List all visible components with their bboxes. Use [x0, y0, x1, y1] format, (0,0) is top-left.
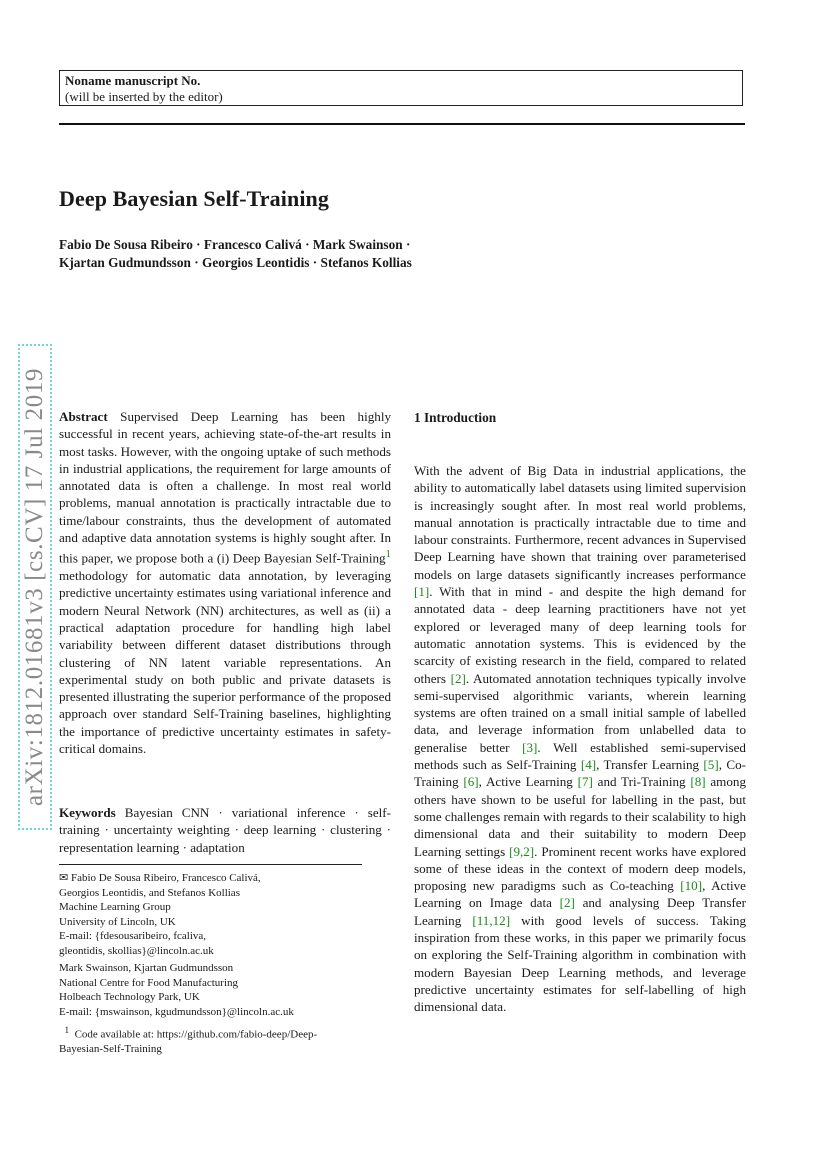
- abstract-text: Supervised Deep Learning has been highly successful in recent years, achieving state-of-the-art results in most tasks. However, with the ongoing uptake of such methods in industrial applications, the requirement for large amounts of annotated data is often a challenge. In most real world problems, manual annotation is practically intractable due to time/labour constraints, thus the development of automated and adaptive data annotation systems is highly sought after. In this paper, we propose both a (i) Deep Bayesian Self-Training: [59, 409, 392, 566]
- footnote-line-1: Code available at: https://github.com/fabio-deep/Deep-: [74, 1028, 318, 1041]
- header-rule: [59, 123, 745, 125]
- citation-link[interactable]: [2]: [450, 670, 466, 686]
- affiliation-lincoln: [59, 871, 399, 959]
- abstract: [59, 408, 391, 757]
- intro-text: , Transfer Learning: [596, 757, 704, 773]
- affil-line: Mark Swainson, Kjartan Gudmundsson: [59, 962, 234, 974]
- keywords-label: Keywords: [59, 805, 116, 820]
- citation-link[interactable]: [10]: [680, 878, 703, 894]
- citation-link[interactable]: [8]: [690, 774, 706, 790]
- manuscript-note: (will be inserted by the editor): [65, 89, 223, 104]
- intro-text: . Automated annotation techniques typically involve semi-supervised algorithmic variants, wherein learning systems are often trained on a small initial sample of labelled data, and leverage information from unlabelled data to generalise better: [414, 670, 746, 755]
- paper-title: Deep Bayesian Self-Training: [59, 186, 329, 211]
- intro-text: , Active Learning on Image data: [414, 878, 746, 911]
- affil-line: Georgios Leontidis, and Stefanos Kollias: [59, 886, 240, 899]
- affil-line: University of Lincoln, UK: [59, 915, 176, 928]
- keywords-text: Bayesian CNN · variational inference · self-training · uncertainty weighting · deep learning · clustering · representation learning · adaptation: [59, 805, 391, 855]
- intro-text: and Tri-Training: [592, 774, 691, 790]
- affil-line: National Centre for Food Manufacturing: [59, 976, 239, 989]
- section-heading-introduction: 1 Introduction: [414, 410, 497, 425]
- intro-text: with good levels of success. Taking inspiration from these works, in this paper we primarily focus on exploring the Self-Training algorithm in combination with modern Bayesian Deep Learning methods, and leverage predictive uncertainty estimates for self-labelling of high dimensional data.: [414, 912, 746, 1015]
- authors-line-2: Kjartan Gudmundsson · Georgios Leontidis · Stefanos Kollias: [59, 255, 412, 270]
- affil-email: E-mail: {mswainson, kgudmundsson}@lincoln.ac.uk: [59, 1005, 294, 1018]
- footnote-mark: 1: [64, 1025, 70, 1035]
- footnote-link[interactable]: 1: [385, 548, 391, 561]
- citation-link[interactable]: [9,2]: [509, 843, 535, 859]
- footnote-separator: [59, 864, 362, 865]
- manuscript-label: Noname manuscript No.: [65, 73, 201, 88]
- manuscript-header-box: [59, 70, 743, 106]
- intro-text: With the advent of Big Data in industrial applications, the ability to automatically label datasets using limited supervision is increasingly sought after. In most real world problems, manual annotation is practically intractable due to time and labour constraints. Furthermore, recent advances in Supervised Deep Learning have shown that training over parameterised models on large datasets significantly increases performance: [414, 463, 746, 582]
- introduction-body: [414, 462, 746, 1016]
- citation-link[interactable]: [1]: [414, 584, 430, 600]
- citation-link[interactable]: [4]: [580, 757, 597, 773]
- citation-link[interactable]: [2]: [559, 895, 575, 911]
- intro-text: , Co-Training: [414, 757, 746, 790]
- affil-line: Machine Learning Group: [59, 901, 171, 914]
- keywords: [59, 804, 391, 856]
- abstract-label: Abstract: [59, 409, 108, 424]
- intro-text: . Prominent recent works have explored some of these ideas in the context of modern deep models, proposing new paradigms such as Co-teaching: [414, 843, 746, 894]
- affil-line: Holbeach Technology Park, UK: [59, 991, 200, 1004]
- arxiv-stamp-text: arXiv:1812.01681v3 [cs.CV] 17 Jul 2019: [21, 367, 48, 807]
- footnote-line-2: Bayesian-Self-Training: [59, 1043, 162, 1056]
- citation-link[interactable]: [6]: [463, 774, 479, 790]
- intro-text: . Well established semi-supervised methods such as Self-Training: [414, 739, 746, 773]
- authors-line-1: Fabio De Sousa Ribeiro · Francesco Calivá · Mark Swainson ·: [59, 237, 411, 252]
- affil-email: gleontidis, skollias}@lincoln.ac.uk: [59, 944, 214, 957]
- affiliation-ncfm: [59, 961, 399, 1019]
- citation-link[interactable]: [11,12]: [472, 912, 511, 928]
- citation-link[interactable]: [5]: [703, 757, 719, 773]
- intro-text: and analysing Deep Transfer Learning: [414, 895, 746, 928]
- citation-link[interactable]: [7]: [577, 774, 593, 790]
- citation-link[interactable]: [3]: [522, 739, 538, 755]
- affil-line: ✉ Fabio De Sousa Ribeiro, Francesco Calivá,: [59, 872, 261, 884]
- intro-text: among others have shown to be useful for labelling in the past, but some challenges remain with regards to their scalability to high dimensional data and their suitability to modern Deep Learning settings: [414, 774, 746, 859]
- abstract-text-continued: methodology for automatic data annotation, by leveraging predictive uncertainty estimates using variational inference and modern Neural Network (NN) architectures, as well as (ii) a practical adaptation procedure for handling high label variability between different dataset distributions through clustering of NN latent variable representations. An experimental study on both public and private datasets is presented illustrating the superior performance of the proposed approach over standard Self-Training baselines, highlighting the importance of predictive uncertainty estimates in safety-critical domains.: [59, 568, 391, 756]
- intro-text: , Active Learning: [478, 774, 578, 790]
- arxiv-stamp[interactable]: [18, 344, 52, 830]
- footnote: [59, 1023, 399, 1057]
- author-list: [59, 236, 759, 272]
- intro-text: . With that in mind - and despite the high demand for annotated data - deep learning practitioners have not yet explored or leveraged many of deep learning tools for automatic annotation systems. This is evidenced by the scarcity of existing research in the field, compared to related others: [414, 584, 746, 686]
- affil-email: E-mail: {fdesousaribeiro, fcaliva,: [59, 930, 207, 943]
